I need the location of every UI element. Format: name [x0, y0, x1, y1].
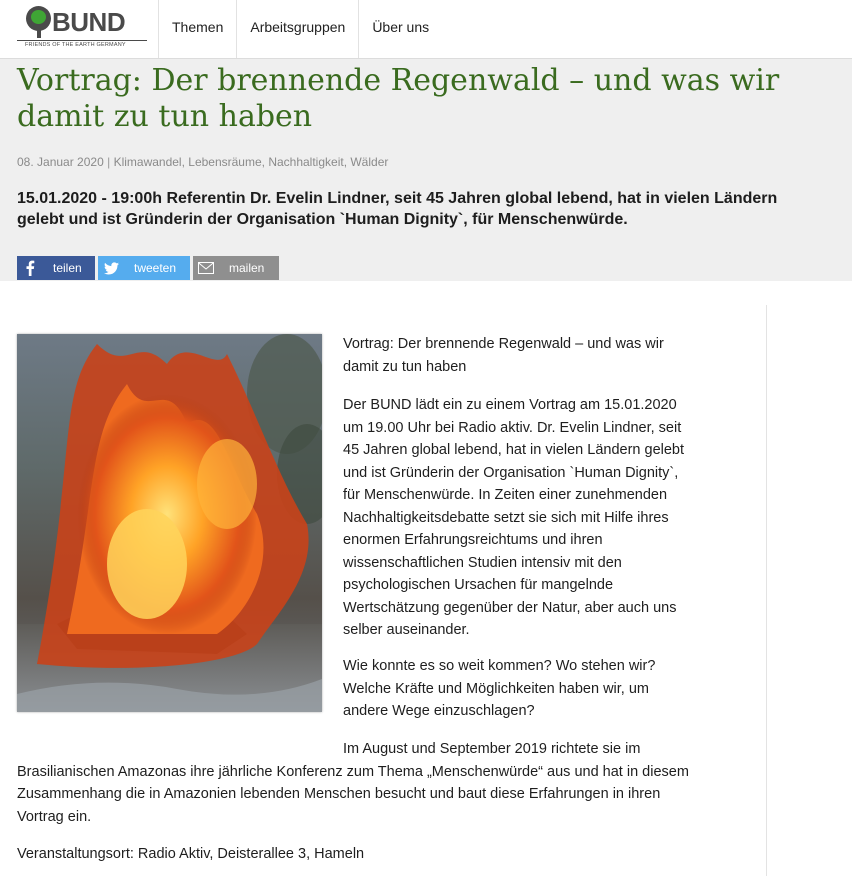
logo-tagline: FRIENDS OF THE EARTH GERMANY — [25, 42, 126, 48]
article-paragraph: Wie konnte es so weit kommen? Wo stehen wir? Welche Kräfte und Möglichkeiten haben wir, um andere Wege einzuschlagen? — [343, 658, 656, 719]
event-location: Veranstaltungsort: Radio Aktiv, Deisterallee 3, Hameln — [17, 846, 365, 862]
article-meta — [17, 155, 388, 169]
logo-tree-stem — [37, 27, 41, 38]
logo-wordmark: BUND — [52, 7, 126, 37]
article-header — [0, 59, 852, 281]
share-mail-label: mailen — [229, 261, 265, 275]
fire-photo — [17, 334, 322, 712]
share-facebook-button[interactable] — [17, 256, 95, 280]
sidebar-divider — [766, 305, 767, 876]
article-paragraph: Der BUND lädt ein zu einem Vortrag am 15.01.2020 um 19.00 Uhr bei Radio aktiv. Dr. Evelin Lindner, seit 45 Jahren global lebend, hat in vielen Ländern gelebt und ist Gründerin der Organisation `Human Dignity`, für Menschenwürde. In Zeiten einer zunehmenden Nachhaltigkeitsdebatte setzt sie sich mit Hilfe ihres enormen Erfahrungsreichtums und ihren wissenschaftlichen Studien intensiv mit den psychologischen Ursachen für mangelnde Wertschätzung gegenüber der Natur, aber auch uns selber auseinander. — [343, 397, 685, 638]
page-title: Vortrag: Der brennende Regenwald – und was wir damit zu tun haben — [17, 63, 780, 134]
share-facebook-label: teilen — [53, 261, 82, 275]
share-mail-button[interactable] — [193, 256, 279, 280]
meta-separator: | — [107, 155, 111, 169]
article-lead: 15.01.2020 - 19:00h Referentin Dr. Evelin Lindner, seit 45 Jahren global lebend, hat in vielen Ländern gelebt und ist Gründerin der Organisation `Human Dignity`, für Menschenwürde. — [17, 190, 778, 228]
main-nav — [158, 0, 442, 58]
share-bar — [17, 256, 279, 280]
twitter-icon — [98, 256, 124, 280]
nav-item-arbeitsgruppen[interactable]: Arbeitsgruppen — [236, 0, 358, 58]
bund-logo[interactable] — [17, 5, 147, 51]
nav-item-themen[interactable]: Themen — [158, 0, 236, 58]
share-twitter-label: tweeten — [134, 261, 177, 275]
site-header — [0, 0, 852, 59]
article-date: 08. Januar 2020 — [17, 155, 104, 169]
share-twitter-button[interactable] — [98, 256, 190, 280]
mail-icon — [193, 256, 219, 280]
facebook-icon — [17, 256, 43, 280]
article-categories[interactable]: Klimawandel, Lebensräume, Nachhaltigkeit, Wälder — [113, 155, 389, 169]
article-paragraph: Vortrag: Der brennende Regenwald – und was wir damit zu tun haben — [343, 336, 664, 375]
logo-underline — [17, 40, 147, 41]
article-paragraph: Im August und September 2019 richtete sie im Brasilianischen Amazonas ihre jährliche Konferenz zum Thema „Menschenwürde“ aus und hat in diesem Zusammenhang die in Amazonien lebenden Menschen besucht und baut diese Erfahrungen in ihren Vortrag ein. — [17, 741, 689, 825]
nav-item-ueber-uns[interactable]: Über uns — [358, 0, 442, 58]
